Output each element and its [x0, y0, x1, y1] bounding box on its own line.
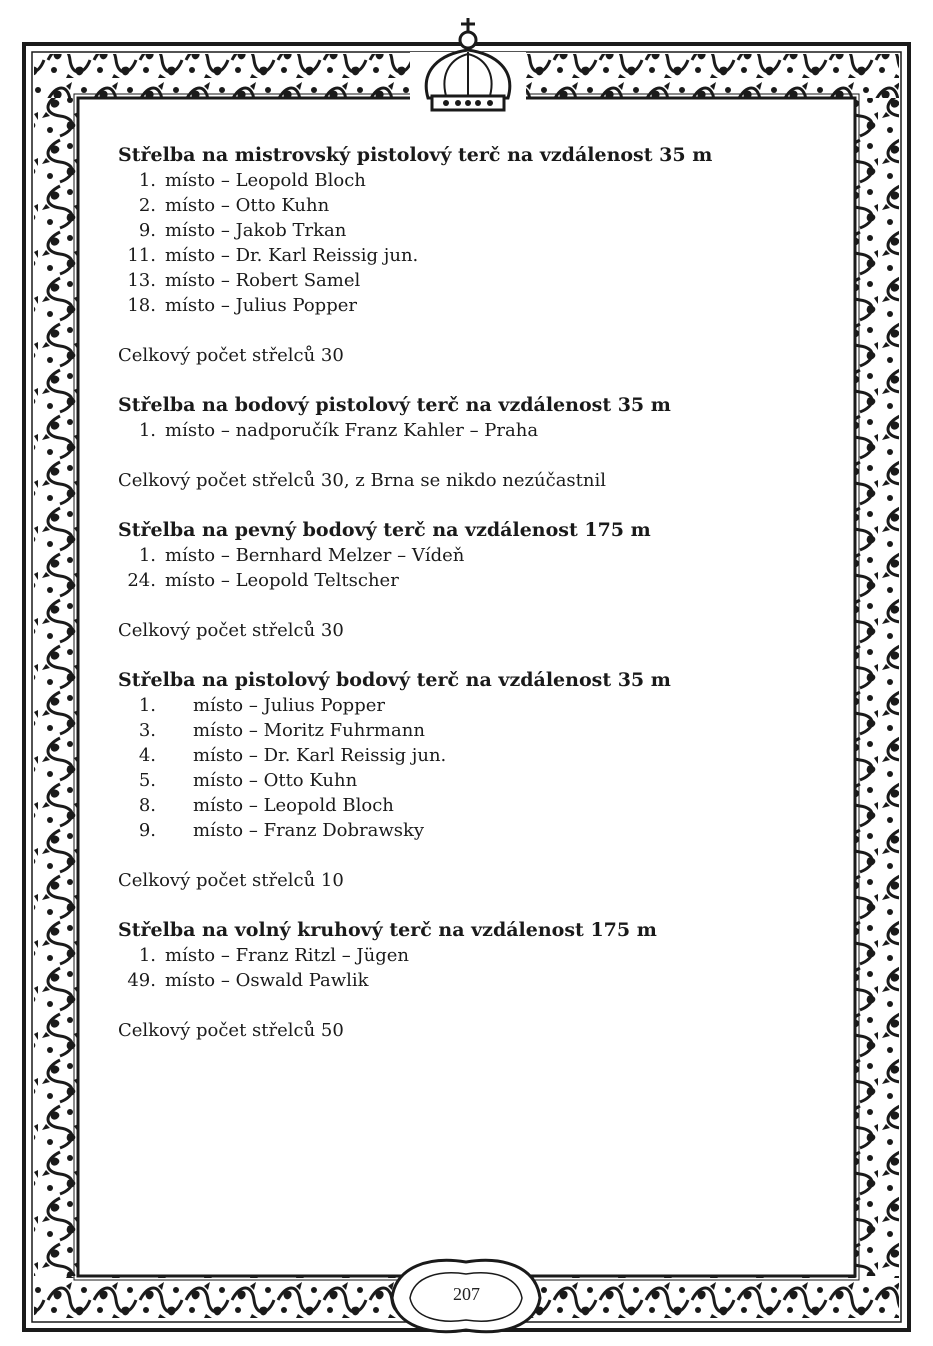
placement-number: 1. [138, 170, 156, 191]
result-section [118, 393, 818, 493]
list-item [118, 218, 818, 243]
placement-number: 1. [138, 545, 156, 566]
result-section [118, 518, 818, 643]
list-item [118, 418, 818, 443]
placement-text: místo – Julius Popper [193, 695, 385, 716]
list-item [118, 568, 818, 593]
shooter-total: Celkový počet střelců 30, z Brna se nikdo nezúčastnil [118, 470, 607, 491]
section-heading: Střelba na mistrovský pistolový terč na vzdálenost 35 m [118, 144, 713, 166]
section-heading: Střelba na volný kruhový terč na vzdálenost 175 m [118, 919, 657, 941]
list-item [118, 293, 818, 318]
list-item [118, 193, 818, 218]
section-spacer [118, 893, 818, 918]
list-item [118, 968, 818, 993]
list-item [118, 268, 818, 293]
section-heading: Střelba na pevný bodový terč na vzdálenost 175 m [118, 519, 651, 541]
section-spacer [118, 368, 818, 393]
list-item [118, 743, 818, 768]
placement-number: 1. [138, 695, 156, 716]
placement-number: 8. [138, 795, 156, 816]
placement-text: místo – Franz Dobrawsky [193, 820, 425, 841]
placement-number: 1. [138, 945, 156, 966]
list-item [118, 943, 818, 968]
placement-text: místo – nadporučík Franz Kahler – Praha [165, 420, 539, 441]
placement-text: místo – Leopold Teltscher [165, 570, 399, 591]
placement-text: místo – Dr. Karl Reissig jun. [193, 745, 447, 766]
crown-icon [410, 18, 526, 112]
placement-number: 4. [138, 745, 156, 766]
list-item [118, 768, 818, 793]
placement-text: místo – Leopold Bloch [193, 795, 394, 816]
placement-text: místo – Otto Kuhn [165, 195, 330, 216]
placement-number: 3. [138, 720, 156, 741]
placement-text: místo – Bernhard Melzer – Vídeň [165, 545, 465, 566]
list-item [118, 718, 818, 743]
placement-text: místo – Julius Popper [165, 295, 357, 316]
result-section [118, 143, 818, 368]
placement-number: 49. [127, 970, 156, 991]
placement-text: místo – Oswald Pawlik [165, 970, 369, 991]
list-item [118, 818, 818, 843]
results-content [118, 143, 818, 1043]
placement-text: místo – Leopold Bloch [165, 170, 366, 191]
list-item [118, 543, 818, 568]
placement-text: místo – Dr. Karl Reissig jun. [165, 245, 419, 266]
result-section [118, 668, 818, 893]
placement-number: 18. [127, 295, 156, 316]
placement-number: 13. [127, 270, 156, 291]
placement-text: místo – Robert Samel [165, 270, 361, 291]
section-heading: Střelba na pistolový bodový terč na vzdálenost 35 m [118, 669, 671, 691]
result-section [118, 918, 818, 1043]
placement-text: místo – Otto Kuhn [193, 770, 358, 791]
placement-number: 11. [127, 245, 156, 266]
placement-text: místo – Moritz Fuhrmann [193, 720, 425, 741]
placement-number: 9. [138, 820, 156, 841]
list-item [118, 168, 818, 193]
placement-text: místo – Franz Ritzl – Jügen [165, 945, 410, 966]
placement-number: 1. [138, 420, 156, 441]
placement-number: 24. [127, 570, 156, 591]
list-item [118, 693, 818, 718]
section-spacer [118, 643, 818, 668]
section-heading: Střelba na bodový pistolový terč na vzdálenost 35 m [118, 394, 671, 416]
placement-number: 9. [138, 220, 156, 241]
shooter-total: Celkový počet střelců 50 [118, 1020, 344, 1041]
placement-number: 2. [138, 195, 156, 216]
placement-number: 5. [138, 770, 156, 791]
shooter-total: Celkový počet střelců 10 [118, 870, 344, 891]
shooter-total: Celkový počet střelců 30 [118, 345, 344, 366]
section-spacer [118, 493, 818, 518]
list-item [118, 793, 818, 818]
page-number: 207 [453, 1284, 480, 1304]
placement-text: místo – Jakob Trkan [165, 220, 347, 241]
list-item [118, 243, 818, 268]
shooter-total: Celkový počet střelců 30 [118, 620, 344, 641]
